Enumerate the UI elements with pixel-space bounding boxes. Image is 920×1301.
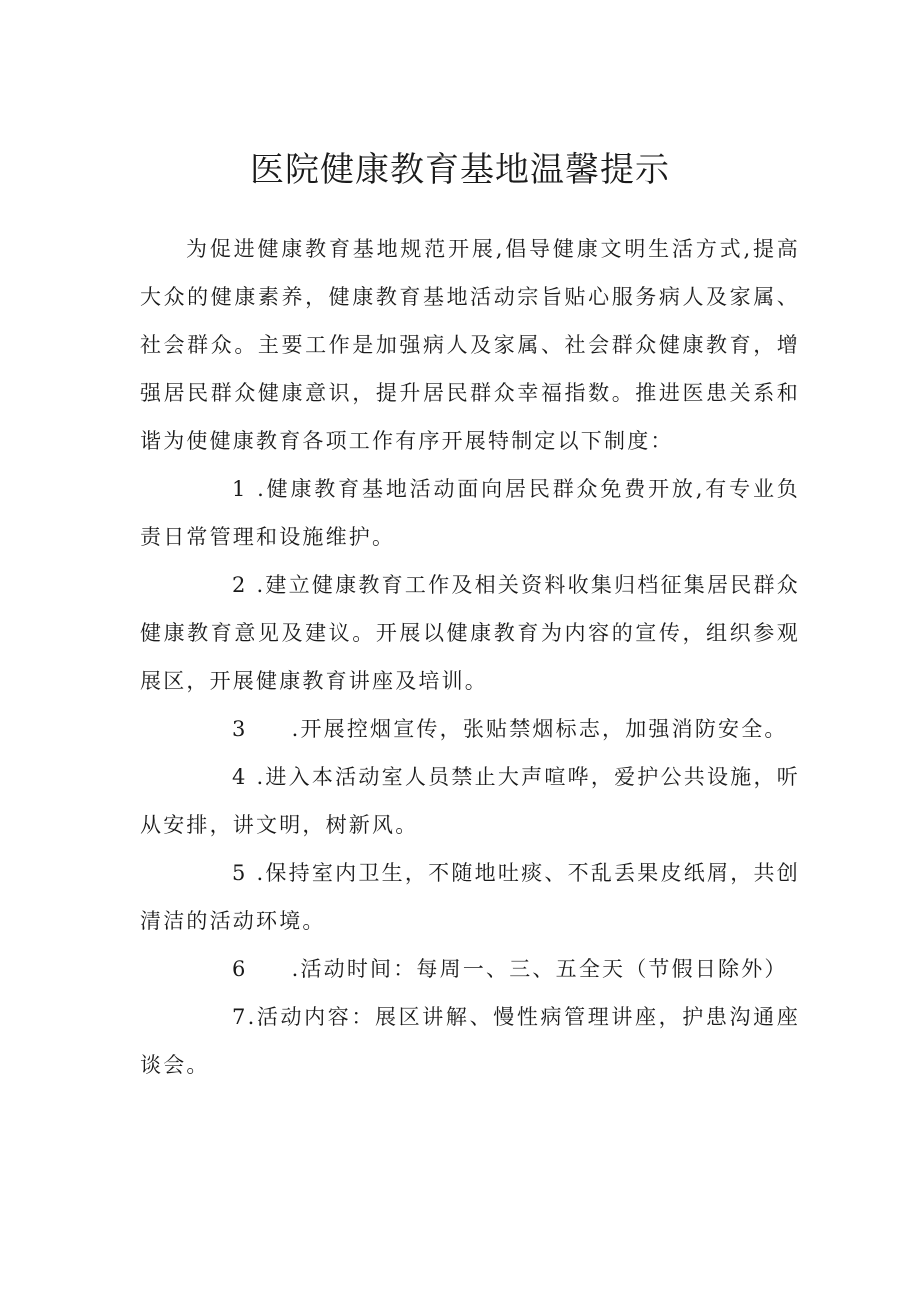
rule-item-7: [140, 993, 800, 1089]
rule-number: 4: [232, 765, 248, 789]
rule-text: .建立健康教育工作及相关资料收集归档征集居民群众健康教育意见及建议。开展以健康教育为内容的宣传，组织参观展区，开展健康教育讲座及培训。: [140, 573, 800, 693]
rule-text: .活动内容：展区讲解、慢性病管理讲座，护患沟通座谈会。: [140, 1005, 800, 1077]
rule-number: 5: [232, 861, 248, 885]
rule-number: 2: [232, 573, 248, 597]
rule-item-5: [140, 849, 800, 945]
rule-item-1: [140, 465, 800, 561]
rule-number: 1: [232, 477, 248, 501]
rule-text: .开展控烟宣传，张贴禁烟标志，加强消防安全。: [291, 717, 788, 741]
rule-item-2: [140, 561, 800, 705]
rule-text: .健康教育基地活动面向居民群众免费开放,有专业负责日常管理和设施维护。: [140, 477, 800, 549]
rule-item-3: [140, 705, 800, 753]
rule-number: 3: [232, 717, 248, 741]
document-title: 医院健康教育基地温馨提示: [250, 150, 670, 190]
rule-text: .进入本活动室人员禁止大声喧哗，爱护公共设施，听从安排，讲文明，树新风。: [140, 765, 800, 837]
intro-paragraph: 为促进健康教育基地规范开展,倡导健康文明生活方式,提高大众的健康素养，健康教育基地活动宗旨贴心服务病人及家属、社会群众。主要工作是加强病人及家属、社会群众健康教育，增强居民群众健康意识，提升居民群众幸福指数。推进医患关系和谐为使健康教育各项工作有序开展特制定以下制度：: [140, 237, 800, 453]
rule-number: 7: [232, 1005, 248, 1029]
rule-text: .活动时间：每周一、三、五全天（节假日除外）: [291, 957, 788, 981]
rule-text: .保持室内卫生，不随地吐痰、不乱丢果皮纸屑，共创清洁的活动环境。: [140, 861, 800, 933]
document-body: [140, 225, 800, 1089]
rule-number: 6: [232, 957, 248, 981]
rule-item-4: [140, 753, 800, 849]
rule-item-6: [140, 945, 800, 993]
